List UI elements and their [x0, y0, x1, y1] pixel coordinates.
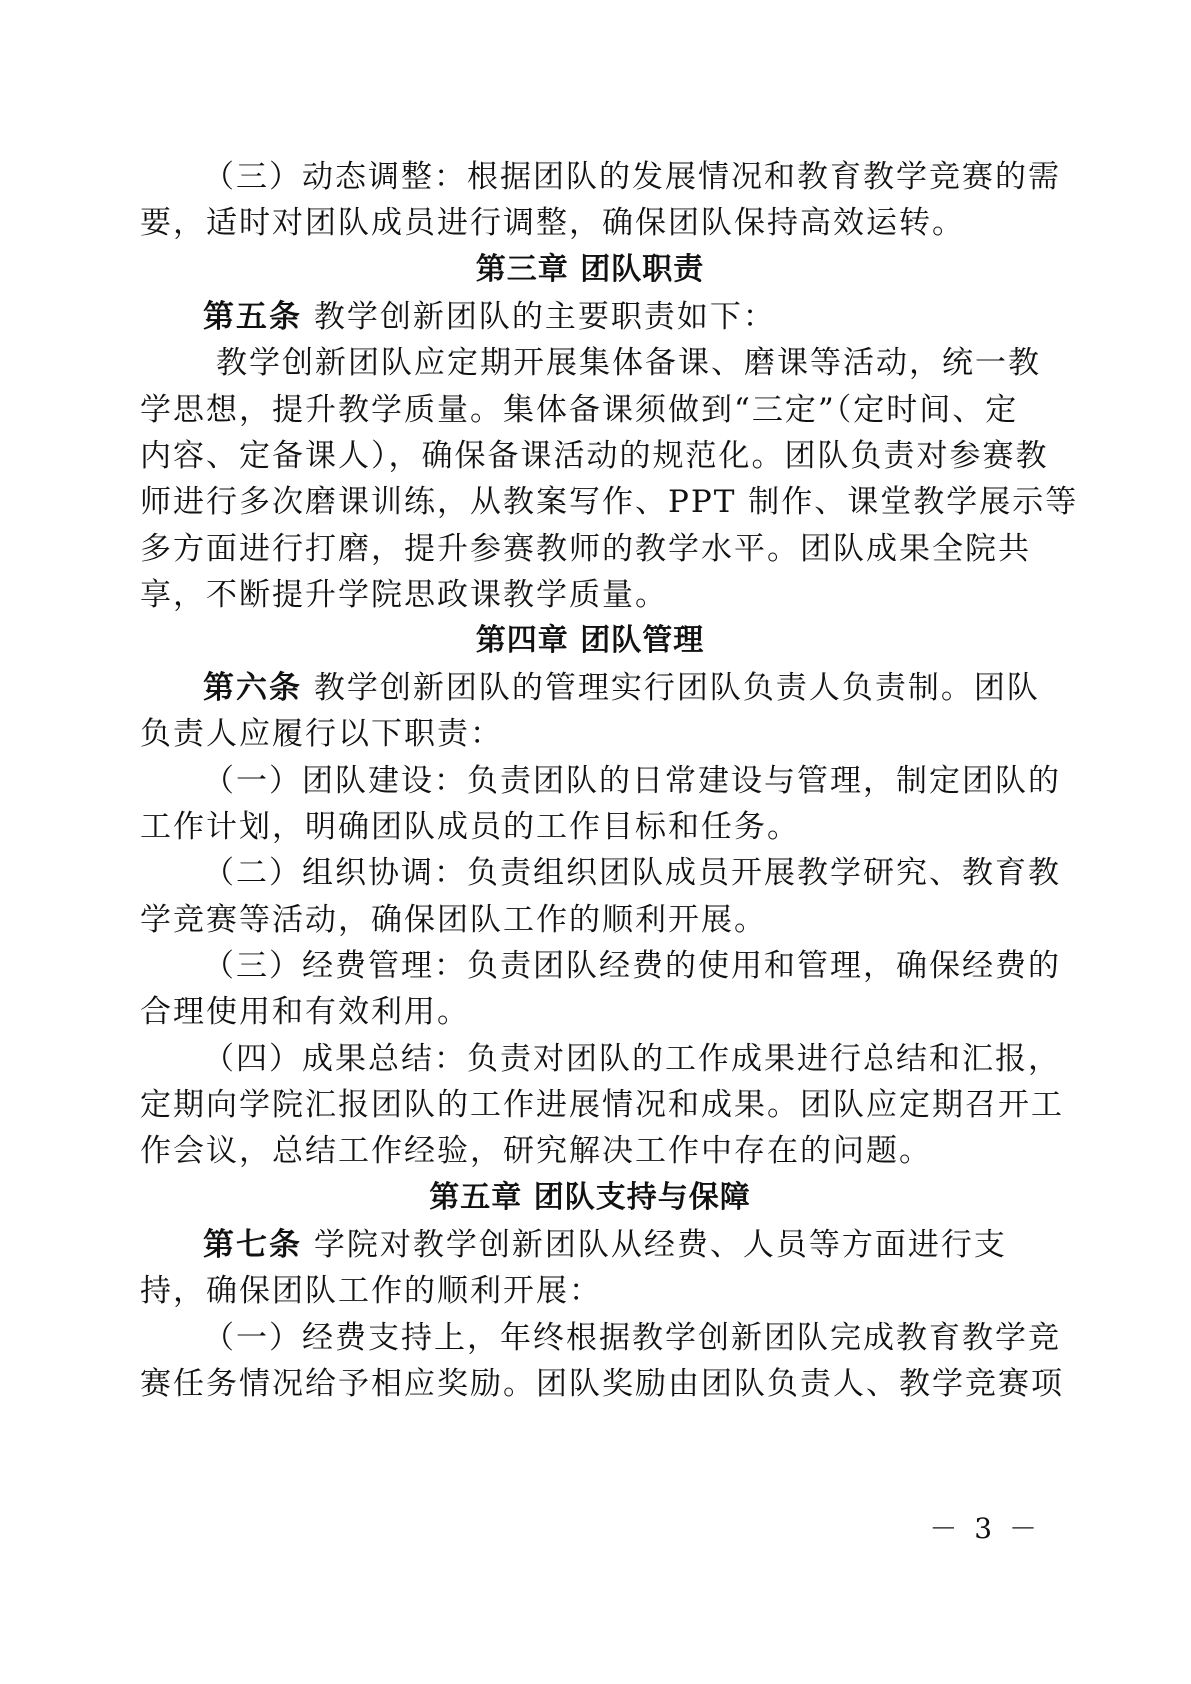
paragraph-line: 学竞赛等活动，确保团队工作的顺利开展。 [140, 902, 767, 938]
article-line [203, 297, 1103, 337]
paragraph-line: （三）经费管理：负责团队经费的使用和管理，确保经费的 [203, 948, 1061, 984]
paragraph-line: 定期向学院汇报团队的工作进展情况和成果。团队应定期召开工 [140, 1087, 1064, 1123]
paragraph-line: （二）组织协调：负责组织团队成员开展教学研究、教育教 [203, 855, 1061, 891]
paragraph-line: 师进行多次磨课训练，从教案写作、PPT 制作、课堂教学展示等 [140, 484, 1079, 520]
article-text: 学院对教学创新团队从经费、人员等方面进行支 [302, 1227, 1007, 1263]
chapter-heading: 第四章 团队管理 [475, 623, 705, 658]
article-label: 第七条 [203, 1227, 302, 1263]
article-text: 教学创新团队的主要职责如下： [302, 299, 776, 335]
paragraph-line: 多方面进行打磨，提升参赛教师的教学水平。团队成果全院共 [140, 531, 1031, 567]
paragraph-line: 内容、定备课人），确保备课活动的规范化。团队负责对参赛教 [140, 438, 1049, 474]
paragraph-line: 工作计划，明确团队成员的工作目标和任务。 [140, 809, 800, 845]
paragraph-line: 负责人应履行以下职责： [140, 716, 503, 752]
paragraph-line: 合理使用和有效利用。 [140, 994, 470, 1030]
chapter-heading: 第五章 团队支持与保障 [429, 1180, 751, 1215]
paragraph-line: 要，适时对团队成员进行调整，确保团队保持高效运转。 [140, 205, 965, 241]
article-text: 教学创新团队的管理实行团队负责人负责制。团队 [302, 670, 1040, 706]
paragraph-line: （一）团队建设：负责团队的日常建设与管理，制定团队的 [203, 763, 1061, 799]
article-line [203, 668, 1103, 708]
paragraph-line: （三）动态调整：根据团队的发展情况和教育教学竞赛的需 [203, 159, 1061, 195]
paragraph-line: 持，确保团队工作的顺利开展： [140, 1273, 602, 1309]
paragraph-line: （四）成果总结：负责对团队的工作成果进行总结和汇报， [203, 1041, 1061, 1077]
paragraph-line: 赛任务情况给予相应奖励。团队奖励由团队负责人、教学竞赛项 [140, 1366, 1064, 1402]
article-label: 第六条 [203, 670, 302, 706]
paragraph-line: 享，不断提升学院思政课教学质量。 [140, 577, 668, 613]
page-number: － 3 － [929, 1512, 1041, 1545]
paragraph-line: 教学创新团队应定期开展集体备课、磨课等活动，统一教 [216, 345, 1041, 381]
paragraph-line: 学思想，提升教学质量。集体备课须做到“三定”（定时间、定 [140, 392, 1019, 428]
article-line [203, 1225, 1103, 1265]
paragraph-line: （一）经费支持上，年终根据教学创新团队完成教育教学竞 [203, 1320, 1061, 1356]
paragraph-line: 作会议，总结工作经验，研究解决工作中存在的问题。 [140, 1133, 932, 1169]
chapter-heading: 第三章 团队职责 [475, 252, 705, 287]
article-label: 第五条 [203, 299, 302, 335]
